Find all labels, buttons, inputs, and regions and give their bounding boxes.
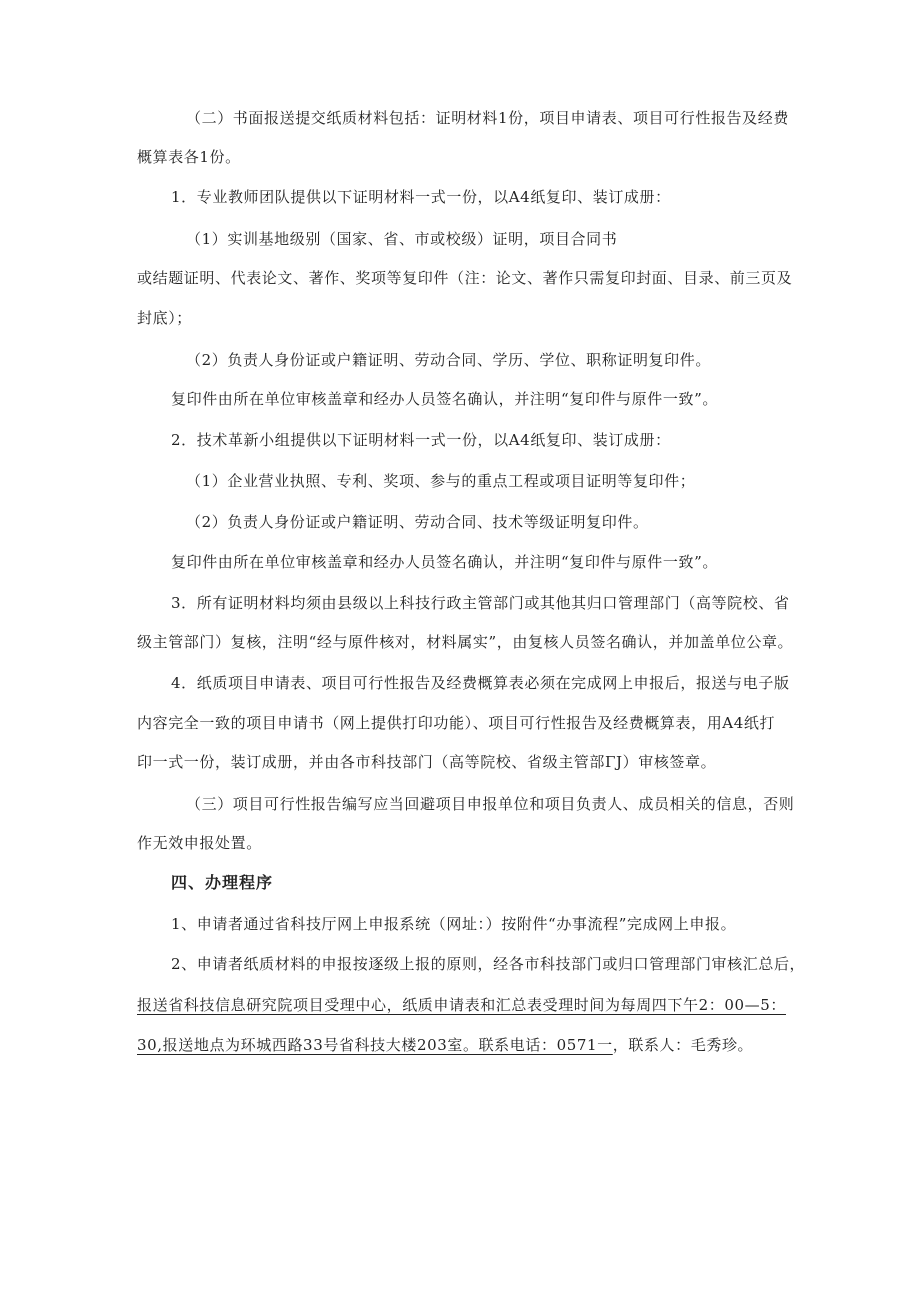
item1-sub1-line2: 或结题证明、代表论文、著作、奖项等复印件（注：论文、著作只需复印封面、目录、前三页及 [137,269,793,287]
section3-line2: 作无效申报处置。 [137,834,262,852]
item3-line2: 级主管部门）复核，注明“经与原件核对，材料属实”，由复核人员签名确认，并加盖单位公章。 [137,633,794,651]
item4-line2: 内容完全一致的项目申请书（网上提供打印功能）、项目可行性报告及经费概算表，用A4纸打 [137,714,776,732]
item1-title: 1．专业教师团队提供以下证明材料一式一份，以A4纸复印、装订成册： [171,188,671,206]
item4-line1: 4．纸质项目申请表、项目可行性报告及经费概算表必须在完成网上申报后，报送与电子版 [171,674,790,692]
item1-sub1-line1: （1）实训基地级别（国家、省、市或校级）证明，项目合同书 [186,230,618,248]
step2-line3-underlined: 30,报送地点为环城西路33号省科技大楼203室。联系电话：0571一 [137,1036,613,1054]
item1-sub1-line3: 封底）； [137,309,192,327]
step2-line1: 2、申请者纸质材料的申报按逐级上报的原则，经各市科技部门或归口管理部门审核汇总后， [171,955,806,973]
section2-intro-line1: （二）书面报送提交纸质材料包括：证明材料1份，项目申请表、项目可行性报告及经费 [186,109,789,127]
step2-line2: 报送省科技信息研究院项目受理中心，纸质申请表和汇总表受理时间为每周四下午2：00—5： [137,996,786,1014]
step2-line3-tail: ，联系人：毛秀珍。 [612,1036,754,1054]
item4-line3: 印一式一份，装订成册，并由各市科技部门（高等院校、省级主管部ΓJ）审核签章。 [137,753,717,771]
step1-text: 1、申请者通过省科技厅网上申报系统（网址：）按附件“办事流程”完成网上申报。 [171,915,737,933]
item2-title: 2．技术革新小组提供以下证明材料一式一份，以A4纸复印、装订成册： [171,431,671,449]
chapter4-heading: 四、办理程序 [171,873,274,892]
section3-line1: （三）项目可行性报告编写应当回避项目申报单位和项目负责人、成员相关的信息，否则 [186,795,795,813]
item2-sub1: （1）企业营业执照、专利、奖项、参与的重点工程或项目证明等复印件； [186,472,696,490]
section2-intro-line2: 概算表各1份。 [137,148,241,166]
item1-sub2: （2）负责人身份证或户籍证明、劳动合同、学历、学位、职称证明复印件。 [186,351,711,369]
item2-sub2: （2）负责人身份证或户籍证明、劳动合同、技术等级证明复印件。 [186,513,649,531]
item1-note: 复印件由所在单位审核盖章和经办人员签名确认，并注明“复印件与原件一致”。 [171,390,718,408]
step2-line3 [137,1035,753,1055]
item2-note: 复印件由所在单位审核盖章和经办人员签名确认，并注明“复印件与原件一致”。 [171,553,718,571]
item3-line1: 3．所有证明材料均须由县级以上科技行政主管部门或其他其归口管理部门（高等院校、省 [171,594,790,612]
